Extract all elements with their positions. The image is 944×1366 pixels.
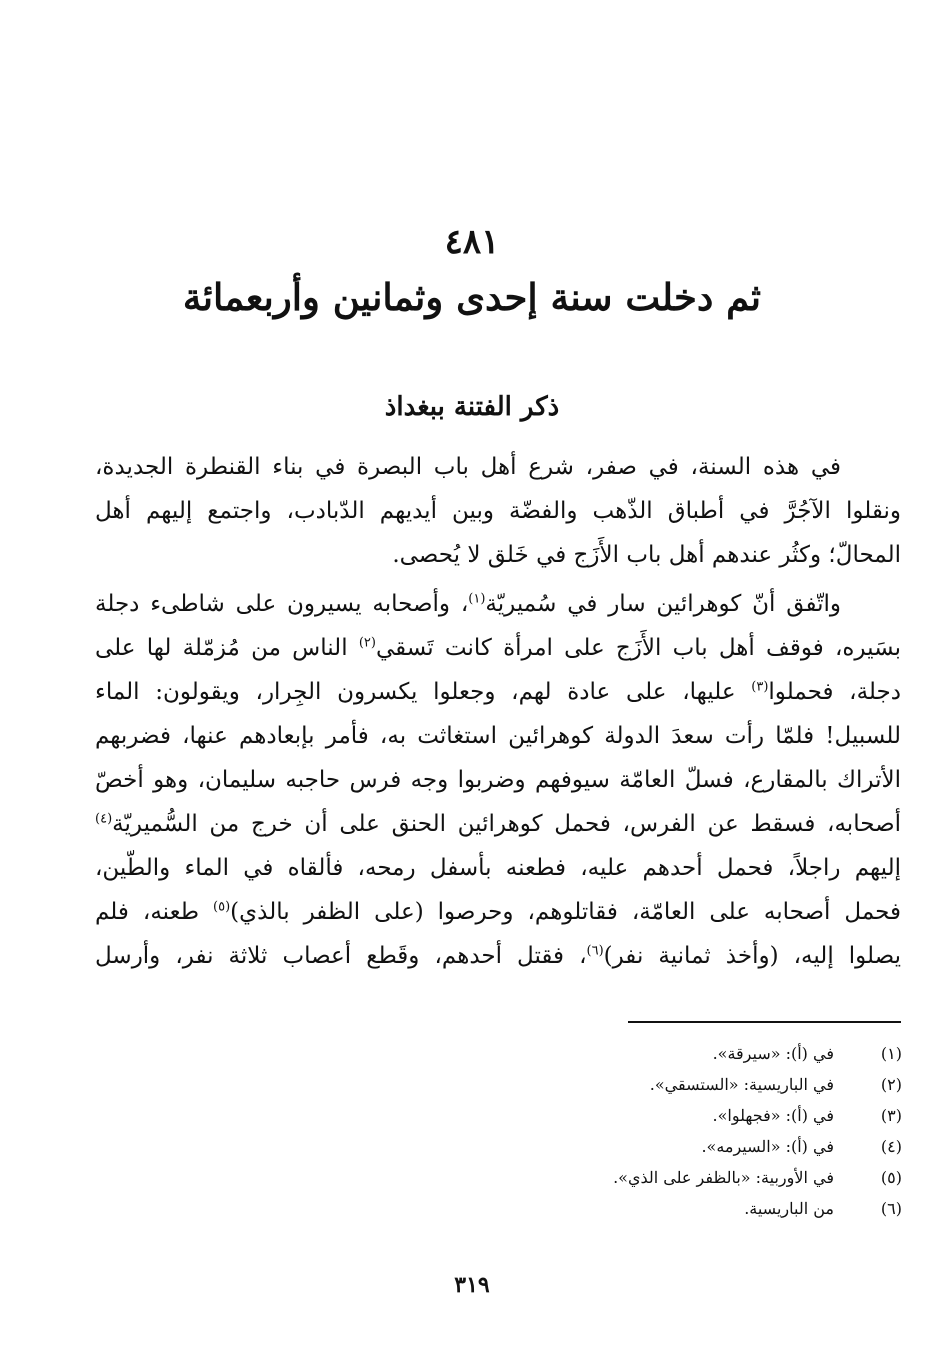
footnote-ref-5: (٥): [213, 899, 231, 915]
footnote-text: في (أ): «سيرقة».: [712, 1044, 834, 1063]
footnote-separator: [628, 1021, 901, 1023]
text-segment: ، وأصحابه يسيرون على شاطىء دجلة: [95, 591, 469, 617]
text-segment: بسَيره، فوقف أهل باب الأَزَج على امرأة كانت تَسقي: [375, 635, 901, 661]
footnote-ref-4: (٤): [95, 811, 113, 827]
footnote-number: (٤): [880, 1137, 902, 1156]
footnote-ref-2: (٢): [358, 635, 376, 651]
footnote-number: (١): [880, 1044, 902, 1063]
footnote-text: في (أ): «السيرمه».: [701, 1137, 834, 1156]
year-number: ٤٨١: [444, 222, 500, 262]
page-number: ٣١٩: [454, 1272, 490, 1298]
paragraph-line: الأتراك بالمقارع، فسلّ العامّة سيوفهم وضربوا وجه فرس حاجبه سليمان، وهو أخصّ: [95, 767, 901, 793]
paragraph-line: ونقلوا الآجُرَّ في أطباق الذّهب والفضّة وبين أيديهم الدّبادب، واجتمع إليهم أهل: [95, 498, 901, 524]
text-segment: فحمل أصحابه على العامّة، فقاتلوهم، وحرصوا (على الظفر بالذي): [230, 899, 901, 925]
footnote-number: (٥): [880, 1168, 902, 1187]
footnote-number: (٦): [880, 1199, 902, 1218]
paragraph-line: [95, 890, 901, 934]
paragraph-line: [95, 802, 901, 846]
paragraph-line: [95, 626, 901, 670]
footnote-text: في الأوربية: «بالظفر على الذي».: [613, 1168, 834, 1187]
paragraph-2: [95, 582, 901, 978]
text-segment: عليها، على عادة لهم، وجعلوا يكسرون الجِرار، ويقولون: الماء: [95, 679, 752, 705]
footnote-number: (٢): [880, 1075, 902, 1094]
footnote-number: (٣): [880, 1106, 902, 1125]
footnote-item: [400, 1100, 902, 1131]
paragraph-1: [95, 445, 901, 577]
text-segment: يصلوا إليه، (وأخذ ثمانية نفر): [603, 943, 901, 969]
text-segment: الناس من مُزمّلة لها على: [95, 635, 359, 661]
footnote-ref-1: (١): [468, 591, 486, 607]
footnote-item: [400, 1131, 902, 1162]
footnote-item: [400, 1069, 902, 1100]
paragraph-line: إليهم راجلاً، فحمل أحدهم عليه، فطعنه بأسفل رمحه، فألقاه في الماء والطّين،: [95, 855, 901, 881]
footnote-item: [400, 1193, 902, 1224]
text-segment: ، فقتل أحدهم، وقَطع أعصاب ثلاثة نفر، وأرسل: [95, 943, 587, 969]
paragraph-line: المحالّ؛ وكثُر عندهم أهل باب الأَزَج في خَلق لا يُحصى.: [392, 542, 901, 568]
footnote-item: [400, 1038, 902, 1069]
year-title: ثم دخلت سنة إحدى وثمانين وأربعمائة: [182, 275, 762, 319]
text-segment: دجلة، فحملوا: [768, 679, 901, 705]
paragraph-line: [95, 934, 901, 978]
footnote-item: [400, 1162, 902, 1193]
footnote-ref-3: (٣): [751, 679, 769, 695]
text-segment: واتّفق أنّ كوهرائين سار في سُميريّة: [485, 591, 841, 617]
paragraph-line: [95, 670, 901, 714]
paragraph-line: في هذه السنة، في صفر، شرع أهل باب البصرة في بناء القنطرة الجديدة،: [95, 454, 841, 480]
footnote-text: في الباريسية: «الستسقي».: [649, 1075, 834, 1094]
section-heading: ذكر الفتنة ببغداذ: [384, 392, 560, 422]
footnote-text: من الباريسية.: [744, 1199, 834, 1218]
text-segment: طعنه، فلم: [95, 899, 213, 925]
footnote-ref-6: (٦): [586, 943, 604, 959]
footnotes: [400, 1038, 902, 1224]
text-segment: أصحابه، فسقط عن الفرس، فحمل كوهرائين الحنق على أن خرج من السُّميريّة: [112, 811, 901, 837]
paragraph-line: [95, 582, 901, 626]
paragraph-line: للسبيل! فلمّا رأت سعدَ الدولة كوهرائين استغاثت به، فأمر بإبعادهم عنها، فضربهم: [95, 723, 901, 749]
footnote-text: في (أ): «فجهلوا».: [712, 1106, 834, 1125]
